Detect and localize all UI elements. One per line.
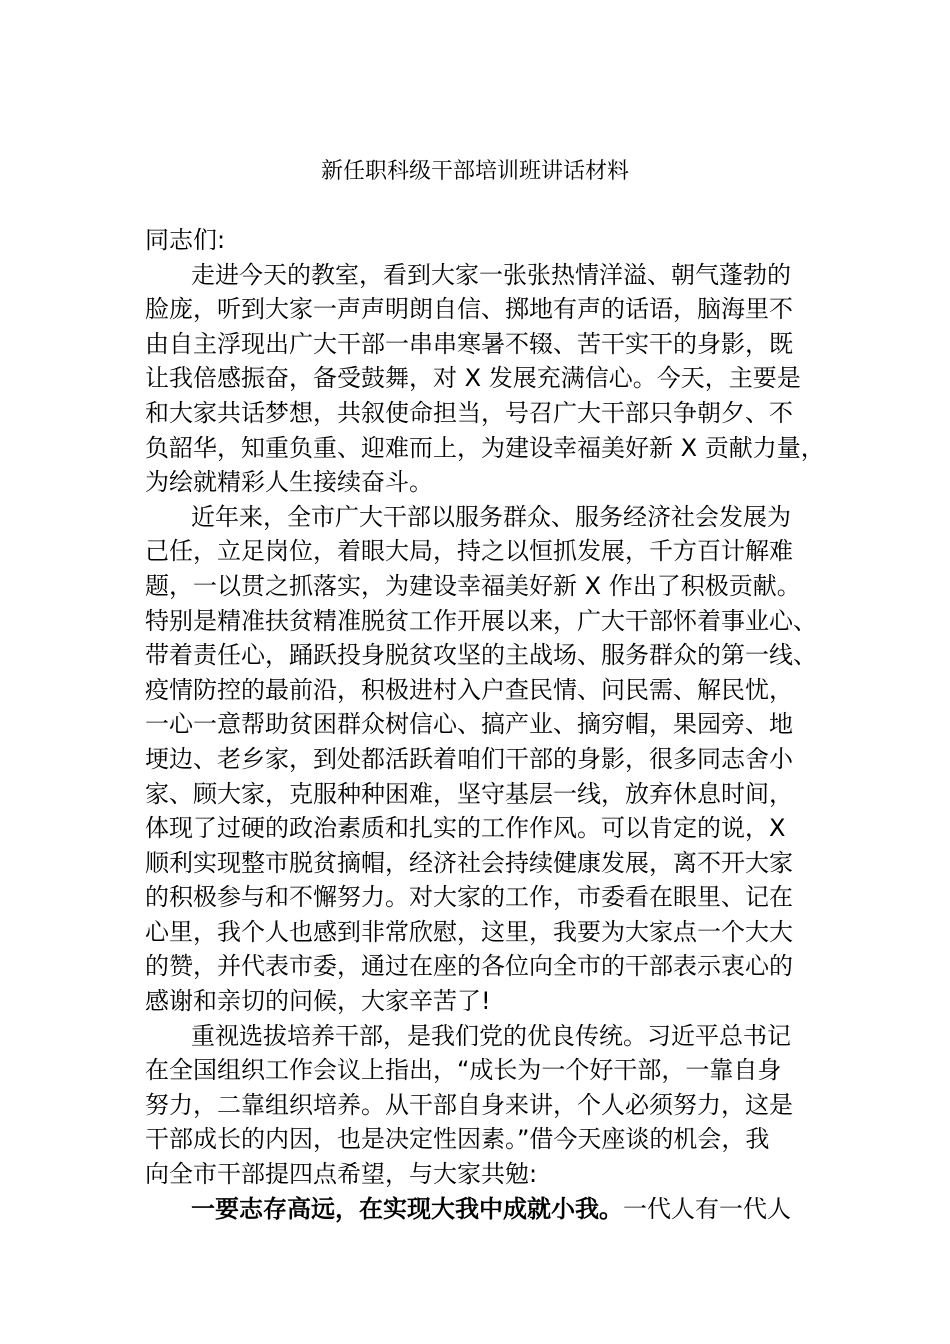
paragraph-line xyxy=(145,361,815,396)
paragraph-line xyxy=(145,984,815,1019)
line-text: 干部成长的内因，也是决定性因素。”借今天座谈的机会，我 xyxy=(145,1125,770,1154)
document-body xyxy=(145,223,825,1226)
line-text: 脸庞，听到大家一声声明朗自信、掷地有声的话语，脑海里不 xyxy=(145,295,793,324)
salutation: 同志们: xyxy=(145,226,226,254)
paragraph-line xyxy=(145,638,815,673)
line-text: 特别是精准扶贫精准脱贫工作开展以来，广大干部怀着事业心、 xyxy=(145,606,817,635)
paragraph-line xyxy=(145,500,815,535)
paragraph-line xyxy=(145,258,815,293)
paragraph-line xyxy=(145,1019,815,1054)
line-text: 埂边、老乡家，到处都活跃着咱们干部的身影，很多同志舍小 xyxy=(145,744,793,773)
paragraph-line xyxy=(145,673,815,708)
line-text: 的赞，并代表市委，通过在座的各位向全市的干部表示衷心的 xyxy=(145,952,793,981)
paragraph-line xyxy=(145,431,825,466)
line-text: 己任，立足岗位，着眼大局，持之以恒抓发展，千方百计解难 xyxy=(145,537,793,566)
line-text: 向全市干部提四点希望，与大家共勉: xyxy=(145,1160,538,1189)
paragraph-line xyxy=(145,327,815,362)
line-text: 疫情防控的最前沿，积极进村入户查民情、问民需、解民忧， xyxy=(145,675,793,704)
line-text: 一代人有一代人 xyxy=(623,1194,791,1223)
line-text: 在全国组织工作会议上指出，“成长为一个好干部，一靠自身 xyxy=(145,1056,782,1085)
paragraph-line xyxy=(145,1122,815,1157)
paragraph-line xyxy=(145,396,815,431)
paragraph-line xyxy=(145,465,815,500)
paragraph-line xyxy=(145,1088,815,1123)
line-text: 重视选拔培养干部，是我们党的优良传统。习近平总书记 xyxy=(191,1021,791,1050)
line-text: 的积极参与和不懈努力。对大家的工作，市委看在眼里、记在 xyxy=(145,883,793,912)
paragraph-line xyxy=(145,569,815,604)
bold-heading-text: 一要志存高远，在实现大我中成就小我。 xyxy=(191,1194,623,1223)
paragraph-line xyxy=(145,1157,815,1192)
paragraph-line xyxy=(145,1192,815,1227)
line-text: 走进今天的教室，看到大家一张张热情洋溢、朝气蓬勃的 xyxy=(191,260,791,289)
line-text: 家、顾大家，克服种种困难，坚守基层一线，放弃休息时间， xyxy=(145,779,793,808)
paragraph-line xyxy=(145,707,815,742)
paragraph-line xyxy=(145,534,815,569)
line-text: 由自主浮现出广大干部一串串寒暑不辍、苦干实干的身影，既 xyxy=(145,329,793,358)
paragraph-line xyxy=(145,949,815,984)
line-text: 负韶华，知重负重、迎难而上，为建设幸福美好新 X 贡献力量， xyxy=(145,433,825,462)
line-text: 为绘就精彩人生接续奋斗。 xyxy=(145,468,433,497)
paragraph-line xyxy=(145,777,815,812)
line-text: 近年来，全市广大干部以服务群众、服务经济社会发展为 xyxy=(191,502,791,531)
paragraph-line xyxy=(145,915,815,950)
line-text: 一心一意帮助贫困群众树信心、搞产业、摘穷帽，果园旁、地 xyxy=(145,710,793,739)
paragraph-line xyxy=(145,292,815,327)
paragraph-line xyxy=(145,811,815,846)
line-text: 和大家共话梦想，共叙使命担当，号召广大干部只争朝夕、不 xyxy=(145,398,793,427)
paragraph-line xyxy=(145,846,815,881)
paragraph-line xyxy=(145,880,815,915)
line-text: 题，一以贯之抓落实，为建设幸福美好新 X 作出了积极贡献。 xyxy=(145,571,801,600)
line-text: 感谢和亲切的问候，大家辛苦了! xyxy=(145,987,491,1016)
line-text: 努力，二靠组织培养。从干部自身来讲，个人必须努力，这是 xyxy=(145,1090,793,1119)
document-title: 新任职科级干部培训班讲话材料 xyxy=(320,159,629,184)
paragraph-line xyxy=(145,604,815,639)
line-text: 带着责任心，踊跃投身脱贫攻坚的主战场、服务群众的第一线、 xyxy=(145,641,817,670)
paragraph-line xyxy=(145,742,815,777)
line-text: 心里，我个人也感到非常欣慰，这里，我要为大家点一个大大 xyxy=(145,917,793,946)
line-text: 让我倍感振奋，备受鼓舞，对 X 发展充满信心。今天，主要是 xyxy=(145,364,801,393)
line-text: 体现了过硬的政治素质和扎实的工作作风。可以肯定的说，X xyxy=(145,814,786,843)
paragraph-line xyxy=(145,1053,815,1088)
line-text: 顺利实现整市脱贫摘帽，经济社会持续健康发展，离不开大家 xyxy=(145,848,793,877)
